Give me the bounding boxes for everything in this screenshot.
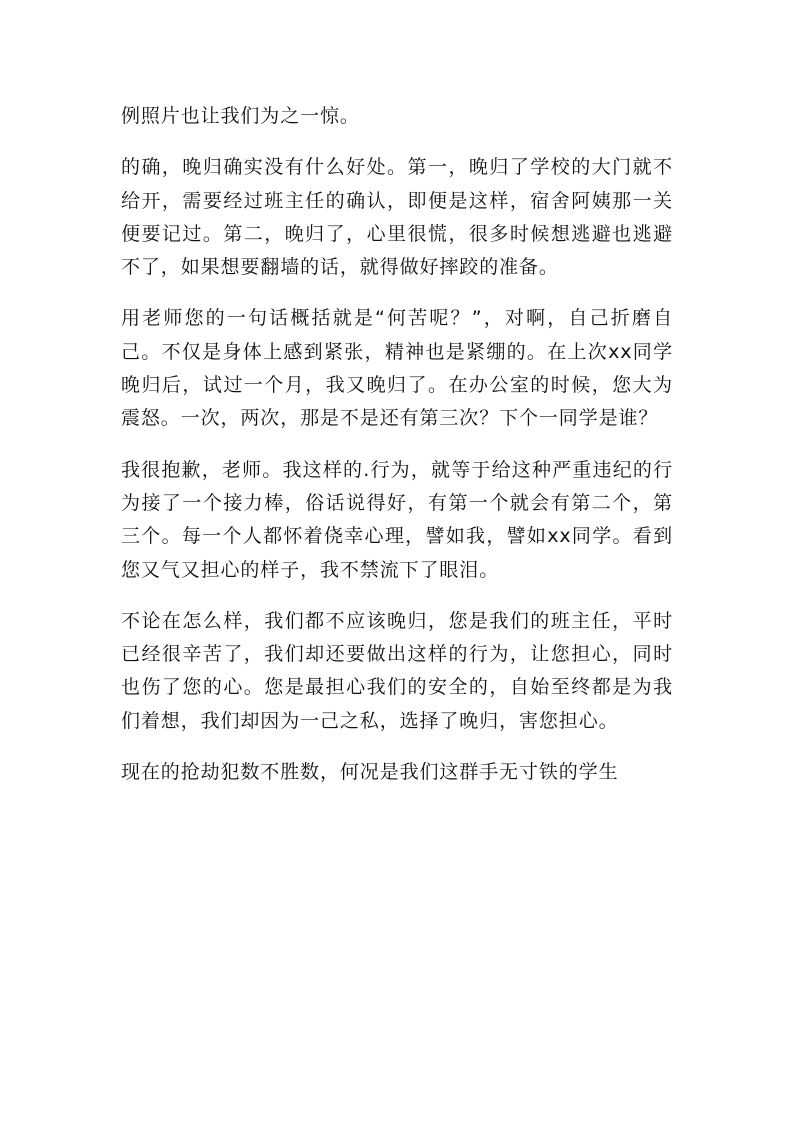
paragraph-1: 例照片也让我们为之一惊。	[121, 105, 360, 127]
paragraph-6: 现在的抢劫犯数不胜数，何况是我们这群手无寸铁的学生	[121, 761, 619, 784]
paragraph-2: 的确，晚归确实没有什么好处。第一，晚归了学校的大门就不给开，需要经过班主任的确认，即便是这样，宿舍阿姨那一关便要记过。第二，晚归了，心里很慌，很多时候想逃避也逃避不了，如果想要翻墙的话，就得做好摔跤的准备。	[121, 156, 673, 279]
paragraph-5: 不论在怎么样，我们都不应该晚归，您是我们的班主任，平时已经很辛苦了，我们却还要做出这样的行为，让您担心，同时也伤了您的心。您是最担心我们的安全的，自始至终都是为我们着想，我们却因为一己之私，选择了晚归，害您担心。	[121, 609, 673, 732]
paragraph-3: 用老师您的一句话概括就是“何苦呢？”，对啊，自己折磨自己。不仅是身体上感到紧张，精神也是紧绷的。在上次xx同学晚归后，试过一个月，我又晚归了。在办公室的时候，您大为震怒。一次，两次，那是不是还有第三次？下个一同学是谁？	[121, 307, 673, 430]
paragraph-4: 我很抱歉，老师。我这样的.行为，就等于给这种严重违纪的行为接了一个接力棒，俗话说得好，有第一个就会有第二个，第三个。每一个人都怀着侥幸心理，譬如我，譬如xx同学。看到您又气又担心的样子，我不禁流下了眼泪。	[121, 458, 673, 581]
document-body	[121, 100, 673, 807]
